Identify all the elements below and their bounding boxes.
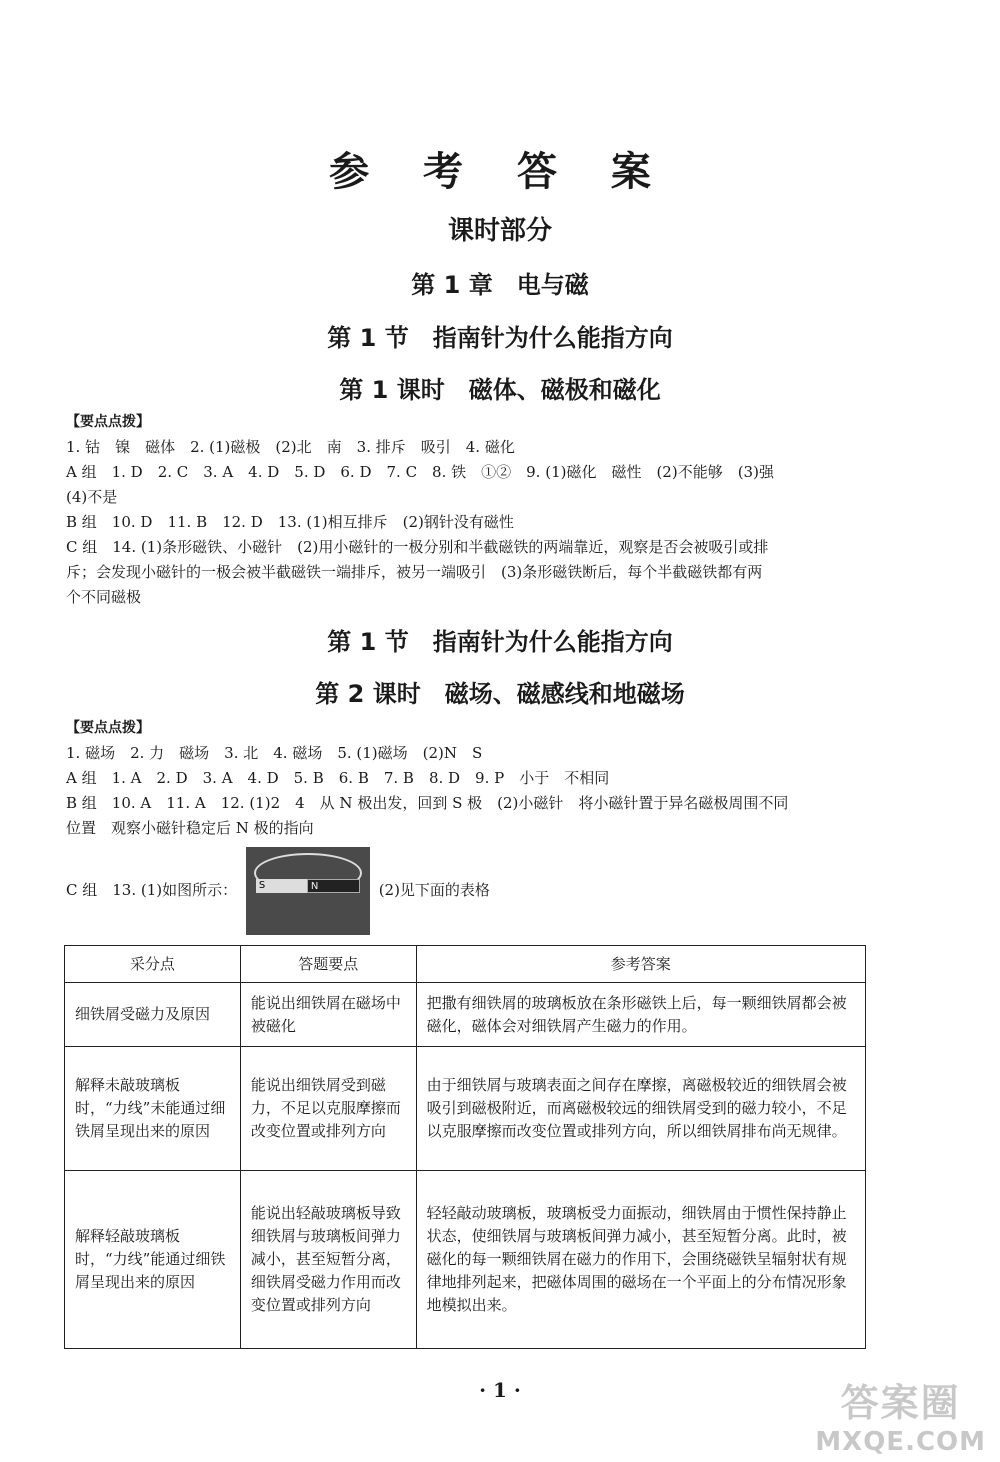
answer-line: 个不同磁极 [66,588,142,606]
n-pole-label: N [307,879,360,893]
lesson-title-2: 第 2 课时 磁场、磁感线和地磁场 [315,680,685,708]
answer-table [64,945,866,1349]
column-header: 采分点 [65,946,241,983]
answer-line: B 组 10. D 11. B 12. D 13. (1)相互排斥 (2)钢针没有磁性 [66,513,514,531]
lesson1-answers [66,410,866,610]
part-title: 课时部分 [447,216,552,246]
table-cell: 细铁屑受磁力及原因 [65,983,241,1047]
c-group-suffix: (2)见下面的表格 [378,881,490,899]
table-header-row [65,946,866,983]
answer-line: A 组 1. A 2. D 3. A 4. D 5. B 6. B 7. B 8. D 9. P 小于 不相同 [66,769,610,787]
lesson-title-1: 第 1 课时 磁体、磁极和磁化 [339,376,661,404]
s-pole-label: S [256,879,307,893]
c-group-prefix: C 组 13. (1)如图所示： [66,881,238,899]
answer-line: B 组 10. A 11. A 12. (1)2 4 从 N 极出发，回到 S 极 (2)小磁针 将小磁针置于异名磁极周围不同 [66,794,789,812]
section-title-1: 第 1 节 指南针为什么能指方向 [327,324,673,352]
table-cell: 由于细铁屑与玻璃表面之间存在摩擦，离磁极较近的细铁屑会被吸引到磁极附近，而离磁极较远的细铁屑受到的磁力较小，不足以克服摩擦而改变位置或排列方向，所以细铁屑排布尚无规律。 [416,1047,865,1171]
magnet-figure [246,847,370,935]
table-cell: 能说出细铁屑受到磁力，不足以克服摩擦而改变位置或排列方向 [240,1047,416,1171]
table-row [65,1047,866,1171]
answer-line: 斥；会发现小磁针的一极会被半截磁铁一端排斥，被另一端吸引 (3)条形磁铁断后，每个半截磁铁都有两 [66,563,763,581]
table-cell: 能说出轻敲玻璃板导致细铁屑与玻璃板间弹力减小，甚至短暂分离，细铁屑受磁力作用而改变位置或排列方向 [240,1171,416,1349]
table-row [65,1171,866,1349]
watermark-url: MXQE.COM [815,1427,986,1457]
answer-line: 位置 观察小磁针稳定后 N 极的指向 [66,819,314,837]
column-header: 答题要点 [240,946,416,983]
chapter-title: 第 1 章 电与磁 [411,271,589,299]
main-title: 参 考 答 案 [329,148,671,195]
table-cell: 解释未敲玻璃板时，“力线”未能通过细铁屑呈现出来的原因 [65,1047,241,1171]
column-header: 参考答案 [416,946,865,983]
table-cell: 轻轻敲动玻璃板，玻璃板受力面振动，细铁屑由于惯性保持静止状态，使细铁屑与玻璃板间弹力减小，甚至短暂分离。此时，被磁化的每一颗细铁屑在磁力的作用下，会围绕磁铁呈辐射状有规律地排列起来，把磁体周围的磁场在一个平面上的分布情况形象地模拟出来。 [416,1171,865,1349]
answer-line: 1. 钴 镍 磁体 2. (1)磁极 (2)北 南 3. 排斥 吸引 4. 磁化 [66,438,515,456]
section-title-2: 第 1 节 指南针为什么能指方向 [327,628,673,656]
answer-line: A 组 1. D 2. C 3. A 4. D 5. D 6. D 7. C 8. 铁 ①② 9. (1)磁化 磁性 (2)不能够 (3)强 [66,463,774,481]
answer-line: 1. 磁场 2. 力 磁场 3. 北 4. 磁场 5. (1)磁场 (2)N S [66,744,483,762]
page-number: · 1 · [479,1378,521,1402]
watermark-title: 答案圈 [840,1381,961,1425]
table-cell: 解释轻敲玻璃板时，“力线”能通过细铁屑呈现出来的原因 [65,1171,241,1349]
table-row [65,983,866,1047]
key-points-header: 【要点点拨】 [66,720,150,736]
bar-magnet [256,879,360,893]
answer-line: C 组 14. (1)条形磁铁、小磁针 (2)用小磁针的一极分别和半截磁铁的两端靠近，观察是否会被吸引或排 [66,538,769,556]
watermark [815,1372,986,1457]
table-cell: 把撒有细铁屑的玻璃板放在条形磁铁上后，每一颗细铁屑都会被磁化，磁体会对细铁屑产生磁力的作用。 [416,983,865,1047]
table-cell: 能说出细铁屑在磁场中被磁化 [240,983,416,1047]
c-group-line [66,847,866,935]
key-points-header: 【要点点拨】 [66,414,150,430]
answer-line: (4)不是 [66,488,118,506]
lesson2-answers [66,716,866,935]
